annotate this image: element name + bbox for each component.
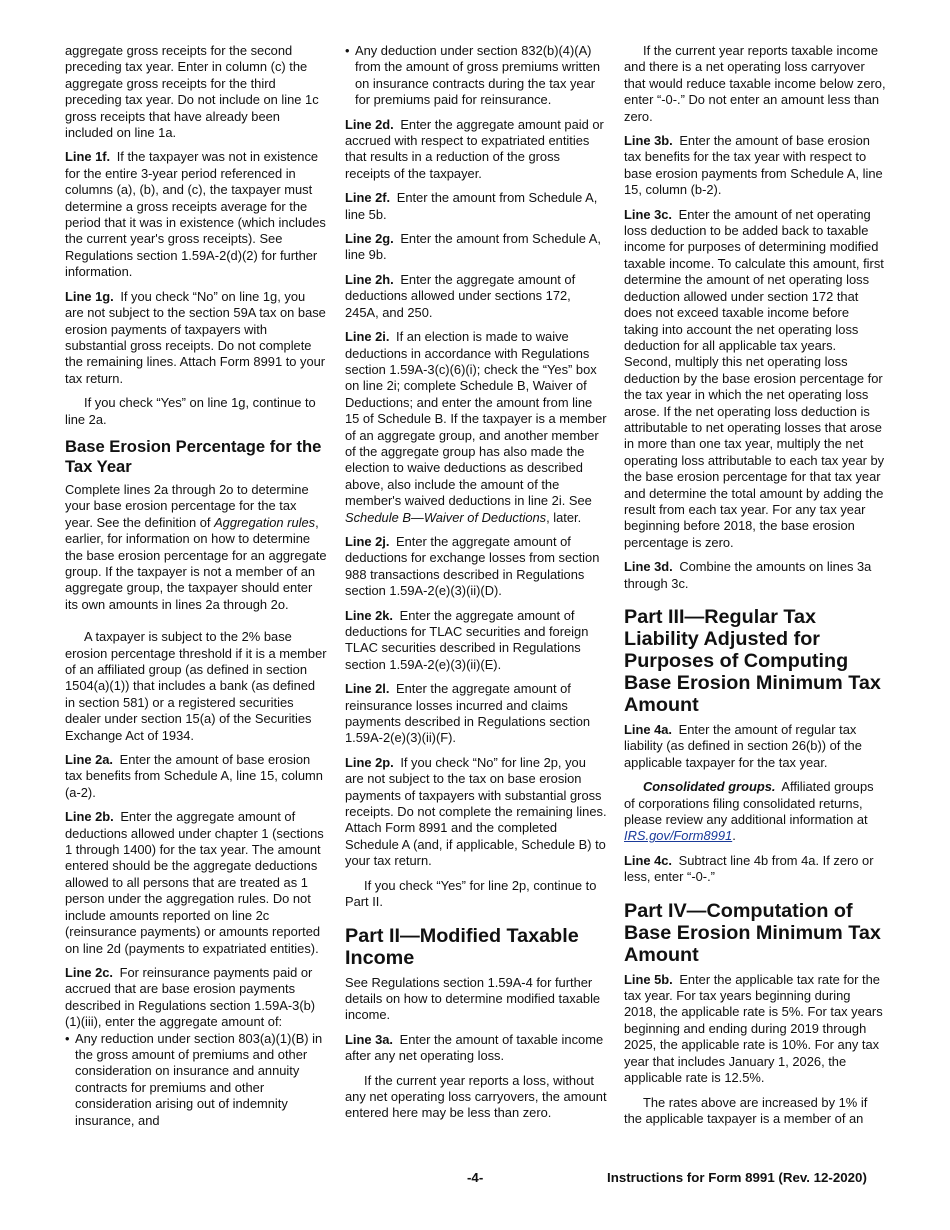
line-label: Line 2k.	[345, 607, 394, 623]
line-2k-paragraph: Line 2k. Enter the aggregate amount of deductions for TLAC securities and foreign TLAC securities described in Regulations section 1.59A-2(e)(3)(ii)(E).	[345, 607, 589, 672]
line-2l-paragraph: Line 2l. Enter the aggregate amount of reinsurance losses incurred and claims payments described in Regulations section 1.59A-2(e)(3)(ii)(F).	[345, 681, 591, 746]
line-label: Line 2g.	[345, 231, 394, 247]
line-label: Line 1g.	[65, 288, 114, 304]
line-4c-paragraph: Line 4c. Subtract line 4b from 4a. If zero or less, enter “-0-.”	[624, 852, 874, 885]
line-3d-paragraph: Line 3d. Combine the amounts on lines 3a through 3c.	[624, 559, 872, 591]
column-3	[624, 43, 886, 1135]
line-label: Line 3c.	[624, 206, 673, 222]
bullet-item: • Any deduction under section 832(b)(4)(A) from the amount of gross premiums written on insurance contracts during the tax year for premiums paid for reinsurance.	[345, 43, 607, 109]
line-4a-paragraph: Line 4a. Enter the amount of regular tax liability (as defined in section 26(b)) of the applicable taxpayer for the tax year.	[624, 722, 862, 770]
line-2d-paragraph: Line 2d. Enter the aggregate amount paid or accrued with respect to expatriated entities that results in a reduction of the gross receipts of the taxpayer.	[345, 116, 604, 181]
line-2h-paragraph: Line 2h. Enter the aggregate amount of deductions allowed under sections 172, 245A, and 250.	[345, 271, 576, 320]
line-3c-paragraph: Line 3c. Enter the amount of net operating loss deduction to be added back to taxable income for purposes of determining modified taxable income. To calculate this amount, first determine the amount of net operating loss deduction allowed under section 172 that does not exceed taxable income before taking into account the net operating loss deduction for all applicable tax years. Second, multiply this net operating loss deduction by the base erosion percentage for the tax year in which the net operating loss arose. If the net operating loss deduction is attributable to net operating losses that arose in more than one tax year, multiply the net operating loss attributable to each tax year by the base erosion percentage for that tax year and determine the total amount by adding the result from each tax year. For any tax year beginning before 2018, the base erosion percentage is zero.	[624, 206, 885, 550]
line-2a-paragraph: Line 2a. Enter the amount of base erosion tax benefits from Schedule A, line 15, column (a-2).	[65, 752, 323, 800]
line-2p-yes-paragraph: If you check “Yes” for line 2p, continue to Part II.	[345, 877, 597, 910]
line-label: Line 2l.	[345, 681, 390, 697]
line-label: Line 3d.	[624, 559, 673, 575]
column-1	[65, 43, 327, 1137]
section-heading-part-3: Part III—Regular Tax Liability Adjusted for Purposes of Computing Base Erosion Minimum Tax Amount	[624, 606, 881, 716]
line-label: Line 2h.	[345, 271, 394, 287]
line-label: Line 2a.	[65, 752, 114, 768]
line-2b-paragraph: Line 2b. Enter the aggregate amount of deductions allowed under chapter 1 (sections 1 through 1400) for the tax year. The amount entered should be the aggregate deductions allowed to all persons that are treated as 1 person under the aggregation rules. Do not include amounts reported on line 2c (reinsurance payments) or amounts reported on line 2d (payments to expatriated entities).	[65, 809, 324, 956]
line-2j-paragraph: Line 2j. Enter the aggregate amount of deductions for exchange losses from section 988 transactions described in Regulations section 1.59A-2(e)(3)(ii)(D).	[345, 533, 600, 599]
line-label: Line 2i.	[345, 329, 390, 345]
threshold-paragraph: A taxpayer is subject to the 2% base erosion percentage threshold if it is a member of an affiliated group (as defined in section 1504(a)(1)) that includes a bank (as defined in section 581) or a registered securities dealer under section 15(a) of the Securities Exchange Act of 1934.	[65, 629, 327, 743]
section-heading-base-erosion-percentage: Base Erosion Percentage for the Tax Year	[65, 436, 322, 477]
line-1g-paragraph: Line 1g. If you check “No” on line 1g, you are not subject to the section 59A tax on base erosion payments of taxpayers with substantial gross receipts. Do not complete the remaining lines. Attach Form 8991 to your tax return.	[65, 288, 326, 386]
line-label: Line 2b.	[65, 809, 114, 825]
line-2c-paragraph: Line 2c. For reinsurance payments paid or accrued that are base erosion payments described in Regulations section 1.59A-3(b)(1)(iii), enter the aggregate amount of:	[65, 964, 316, 1030]
consolidated-groups-paragraph: Consolidated groups. Affiliated groups of corporations filing consolidated returns, please review any additional information at IRS.gov/Form8991.	[624, 779, 874, 844]
line-label: Line 4a.	[624, 722, 673, 737]
line-3a-loss-paragraph: If the current year reports a loss, without any net operating loss carryovers, the amount entered here may be less than zero.	[345, 1072, 607, 1121]
line-5b-paragraph: Line 5b. Enter the applicable tax rate for the tax year. For tax years beginning during 2018, the applicable rate is 5%. For tax years beginning and ending during 2019 through 2025, the applicable rate is 10%. For any tax year that includes January 1, 2026, the applicable rate is 12.5%.	[624, 971, 883, 1086]
line-2i-paragraph: Line 2i. If an election is made to waive deductions in accordance with Regulations section 1.59A-3(c)(6)(i); check the “Yes” box on line 2i; complete Schedule B, Waiver of Deductions; and enter the amount from line 15 of Schedule B. If the taxpayer is a member of an aggregate group, and another member of the aggregate group has also made the election to waive deductions as described above, also include the amount of the member's waived deductions in line 2i. See Schedule B—Waiver of Deductions, later.	[345, 329, 607, 525]
line-1f-paragraph: Line 1f. If the taxpayer was not in existence for the entire 3-year period referenced in columns (a), (b), and (c), the taxpayer must determine a gross receipts average for the period that it was in existence (which includes the current year's gross receipts). See Regulations section 1.59A-2(d)(2) for further information.	[65, 149, 326, 280]
line-label: Line 3a.	[345, 1031, 394, 1047]
line-3a-paragraph: Line 3a. Enter the amount of taxable income after any net operating loss.	[345, 1031, 604, 1064]
line-2f-paragraph: Line 2f. Enter the amount from Schedule A, line 5b.	[345, 190, 598, 222]
line-label: Line 5b.	[624, 971, 673, 987]
line-label: Line 2f.	[345, 190, 391, 206]
bullet-item: • Any reduction under section 803(a)(1)(B) in the gross amount of premiums and other consideration on insurance and annuity contracts for premiums and other consideration arising out of indemnity insurance, and	[65, 1031, 327, 1129]
line-1g-yes-paragraph: If you check “Yes” on line 1g, continue to line 2a.	[65, 395, 316, 427]
line-2p-paragraph: Line 2p. If you check “No” for line 2p, you are not subject to the tax on base erosion payments of taxpayers with substantial gross receipts. Do not complete the remaining lines. Attach Form 8991 and the completed Schedule A (and, if applicable, Schedule B) to your tax return.	[345, 754, 607, 869]
line-label: Line 3b.	[624, 133, 673, 149]
line-label: Line 1f.	[65, 149, 111, 165]
line-label: Line 2d.	[345, 116, 394, 132]
page-number: -4-	[467, 1170, 484, 1185]
line-2g-paragraph: Line 2g. Enter the amount from Schedule A, line 9b.	[345, 231, 601, 263]
column-2	[345, 43, 607, 1130]
line-label: Line 2c.	[65, 964, 114, 980]
line-label: Line 2j.	[345, 533, 390, 549]
section-heading-part-2: Part II—Modified Taxable Income	[345, 924, 579, 969]
part-2-intro-paragraph: See Regulations section 1.59A-4 for further details on how to determine modified taxable income.	[345, 974, 601, 1023]
rates-paragraph: The rates above are increased by 1% if the applicable taxpayer is a member of an	[624, 1094, 868, 1126]
line-3b-paragraph: Line 3b. Enter the amount of base erosion tax benefits for the tax year with respect to base erosion payments from Schedule A, line 15, column (b-2).	[624, 133, 883, 198]
irs-form-8991-link[interactable]: IRS.gov/Form8991	[624, 828, 733, 844]
base-erosion-intro-paragraph: Complete lines 2a through 2o to determine your base erosion percentage for the tax year. See the definition of Aggregation rules, earlier, for information on how to determine the base erosion percentage for an aggregate group. If the taxpayer is not a member of an aggregate group, the taxpayer should enter its own amounts in lines 2a through 2o.	[65, 481, 327, 612]
line-label: Line 4c.	[624, 852, 673, 868]
form-title-footer: Instructions for Form 8991 (Rev. 12-2020)	[607, 1170, 867, 1185]
section-heading-part-4: Part IV—Computation of Base Erosion Minimum Tax Amount	[624, 899, 881, 966]
line-3a-nol-paragraph: If the current year reports taxable income and there is a net operating loss carryover that would reduce taxable income below zero, enter “-0-.” Do not enter an amount less than zero.	[624, 43, 886, 124]
continued-paragraph: aggregate gross receipts for the second preceding tax year. Enter in column (c) the aggregate gross receipts for the third preceding tax year. Do not include on line 1c gross receipts that have already been included on line 1a.	[65, 43, 319, 141]
line-label: Line 2p.	[345, 754, 394, 770]
